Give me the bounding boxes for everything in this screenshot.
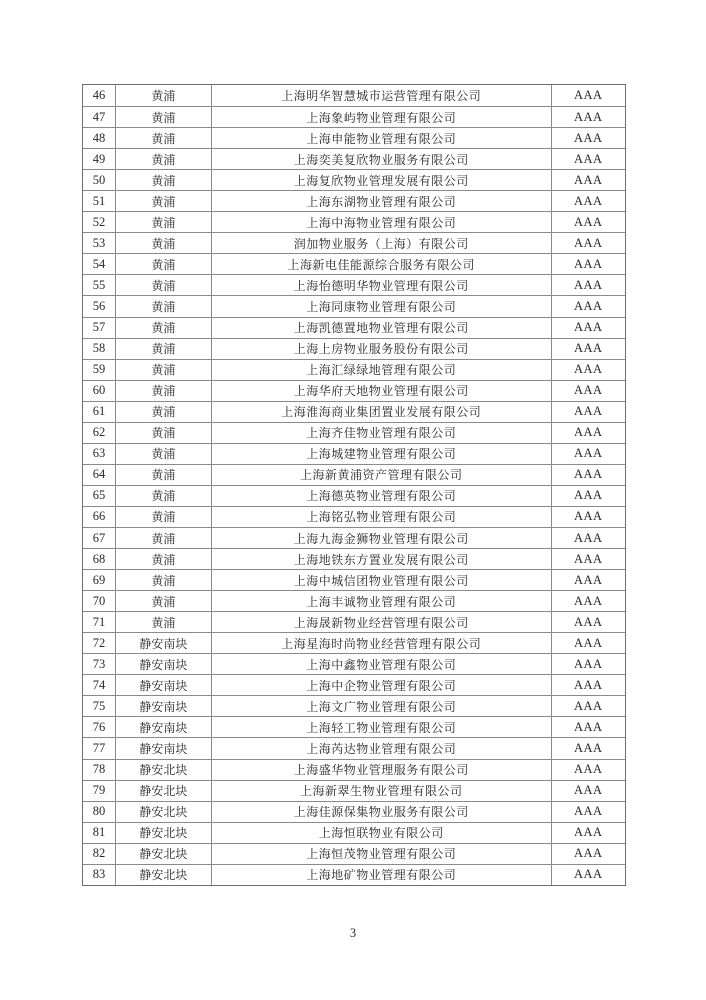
district-cell: 黄浦 <box>115 296 211 316</box>
table-row <box>83 737 625 758</box>
table-row <box>83 653 625 674</box>
row-number-cell: 70 <box>92 593 106 608</box>
company-name-cell: 上海中鑫物业管理有限公司 <box>211 654 551 674</box>
company-name-cell: 上海地铁东方置业发展有限公司 <box>211 549 551 569</box>
rating-cell: AAA <box>551 844 625 864</box>
company-name-cell: 上海佳源保集物业服务有限公司 <box>211 802 551 822</box>
company-name-cell: 上海凯德置地物业管理有限公司 <box>211 318 551 338</box>
company-name-cell: 上海怡德明华物业管理有限公司 <box>211 275 551 295</box>
rating-cell: AAA <box>551 738 625 758</box>
company-name-cell: 上海铭弘物业管理有限公司 <box>211 507 551 527</box>
district-cell: 黄浦 <box>115 318 211 338</box>
district-cell: 黄浦 <box>115 149 211 169</box>
table-row <box>83 380 625 401</box>
district-cell: 静安北块 <box>115 865 211 885</box>
table-row <box>83 106 625 127</box>
row-number-cell: 52 <box>92 214 106 229</box>
district-cell: 静安北块 <box>115 844 211 864</box>
table-row <box>83 759 625 780</box>
row-number-cell: 69 <box>92 572 106 587</box>
table-row <box>83 716 625 737</box>
rating-cell: AAA <box>551 802 625 822</box>
row-number-cell: 51 <box>92 193 106 208</box>
company-name-cell: 上海恒联物业有限公司 <box>211 823 551 843</box>
district-cell: 静安南块 <box>115 696 211 716</box>
district-cell: 黄浦 <box>115 570 211 590</box>
rating-cell: AAA <box>551 675 625 695</box>
row-number-cell: 72 <box>92 635 106 650</box>
row-number-cell: 67 <box>92 530 106 545</box>
row-number-cell: 71 <box>92 614 106 629</box>
district-cell: 黄浦 <box>115 465 211 485</box>
rating-cell: AAA <box>551 612 625 632</box>
row-number-cell: 48 <box>92 130 106 145</box>
district-cell: 黄浦 <box>115 591 211 611</box>
rating-cell: AAA <box>551 381 625 401</box>
table-row <box>83 822 625 843</box>
company-name-cell: 上海新黄浦资产管理有限公司 <box>211 465 551 485</box>
row-number-cell: 62 <box>92 425 106 440</box>
district-cell: 黄浦 <box>115 254 211 274</box>
row-number-cell: 50 <box>92 172 106 187</box>
rating-cell: AAA <box>551 717 625 737</box>
company-name-cell: 上海晟新物业经营管理有限公司 <box>211 612 551 632</box>
table-row <box>83 85 625 106</box>
rating-cell: AAA <box>551 191 625 211</box>
rating-cell: AAA <box>551 528 625 548</box>
company-name-cell: 上海地矿物业管理有限公司 <box>211 865 551 885</box>
district-cell: 静安北块 <box>115 781 211 801</box>
district-cell: 黄浦 <box>115 128 211 148</box>
district-cell: 黄浦 <box>115 191 211 211</box>
table-row <box>83 780 625 801</box>
table-row <box>83 485 625 506</box>
row-number-cell: 59 <box>92 362 106 377</box>
row-number-cell: 58 <box>92 341 106 356</box>
table-row <box>83 527 625 548</box>
company-name-cell: 上海同康物业管理有限公司 <box>211 296 551 316</box>
rating-cell: AAA <box>551 107 625 127</box>
company-name-cell: 上海象屿物业管理有限公司 <box>211 107 551 127</box>
row-number-cell: 81 <box>92 825 106 840</box>
table-row <box>83 169 625 190</box>
table-row <box>83 401 625 422</box>
rating-cell: AAA <box>551 360 625 380</box>
table-row <box>83 295 625 316</box>
row-number-cell: 76 <box>92 719 106 734</box>
company-name-cell: 上海奕美复欣物业服务有限公司 <box>211 149 551 169</box>
rating-cell: AAA <box>551 760 625 780</box>
rating-cell: AAA <box>551 465 625 485</box>
company-name-cell: 上海复欣物业管理发展有限公司 <box>211 170 551 190</box>
district-cell: 黄浦 <box>115 612 211 632</box>
row-number-cell: 56 <box>92 298 106 313</box>
company-name-cell: 上海九海金狮物业管理有限公司 <box>211 528 551 548</box>
district-cell: 黄浦 <box>115 339 211 359</box>
company-name-cell: 上海中企物业管理有限公司 <box>211 675 551 695</box>
table-row <box>83 548 625 569</box>
rating-cell: AAA <box>551 486 625 506</box>
row-number-cell: 74 <box>92 677 106 692</box>
table-row <box>83 611 625 632</box>
district-cell: 静安北块 <box>115 802 211 822</box>
company-name-cell: 上海淮海商业集团置业发展有限公司 <box>211 402 551 422</box>
table-row <box>83 190 625 211</box>
table-row <box>83 422 625 443</box>
company-name-cell: 上海中城信团物业管理有限公司 <box>211 570 551 590</box>
company-name-cell: 上海轻工物业管理有限公司 <box>211 717 551 737</box>
company-name-cell: 上海申能物业管理有限公司 <box>211 128 551 148</box>
rating-cell: AAA <box>551 170 625 190</box>
row-number-cell: 82 <box>92 846 106 861</box>
table-row <box>83 253 625 274</box>
district-cell: 黄浦 <box>115 275 211 295</box>
table-row <box>83 317 625 338</box>
table-row <box>83 211 625 232</box>
row-number-cell: 55 <box>92 277 106 292</box>
district-cell: 黄浦 <box>115 402 211 422</box>
table-row <box>83 843 625 864</box>
company-name-cell: 润加物业服务（上海）有限公司 <box>211 233 551 253</box>
table-row <box>83 632 625 653</box>
table-row <box>83 864 625 885</box>
company-name-cell: 上海星海时尚物业经营管理有限公司 <box>211 633 551 653</box>
table-row <box>83 590 625 611</box>
rating-cell: AAA <box>551 339 625 359</box>
company-name-cell: 上海新翠生物业管理有限公司 <box>211 781 551 801</box>
rating-cell: AAA <box>551 296 625 316</box>
district-cell: 黄浦 <box>115 212 211 232</box>
district-cell: 静安北块 <box>115 823 211 843</box>
table-row <box>83 569 625 590</box>
rating-cell: AAA <box>551 654 625 674</box>
table-row <box>83 127 625 148</box>
row-number-cell: 66 <box>92 509 106 524</box>
company-name-cell: 上海城建物业管理有限公司 <box>211 444 551 464</box>
rating-cell: AAA <box>551 212 625 232</box>
district-cell: 静安北块 <box>115 760 211 780</box>
company-name-cell: 上海中海物业管理有限公司 <box>211 212 551 232</box>
district-cell: 静安南块 <box>115 675 211 695</box>
row-number-cell: 46 <box>92 88 106 103</box>
row-number-cell: 77 <box>92 740 106 755</box>
row-number-cell: 54 <box>92 256 106 271</box>
district-cell: 黄浦 <box>115 107 211 127</box>
company-name-cell: 上海盛华物业管理服务有限公司 <box>211 760 551 780</box>
district-cell: 黄浦 <box>115 549 211 569</box>
rating-cell: AAA <box>551 423 625 443</box>
company-name-cell: 上海丰诚物业管理有限公司 <box>211 591 551 611</box>
company-name-cell: 上海东湖物业管理有限公司 <box>211 191 551 211</box>
district-cell: 黄浦 <box>115 528 211 548</box>
row-number-cell: 63 <box>92 446 106 461</box>
row-number-cell: 83 <box>92 867 106 882</box>
row-number-cell: 57 <box>92 320 106 335</box>
district-cell: 黄浦 <box>115 444 211 464</box>
rating-cell: AAA <box>551 318 625 338</box>
row-number-cell: 79 <box>92 783 106 798</box>
rating-cell: AAA <box>551 507 625 527</box>
row-number-cell: 47 <box>92 109 106 124</box>
table-row <box>83 359 625 380</box>
district-cell: 黄浦 <box>115 381 211 401</box>
company-name-cell: 上海华府天地物业管理有限公司 <box>211 381 551 401</box>
rating-cell: AAA <box>551 633 625 653</box>
rating-cell: AAA <box>551 275 625 295</box>
rating-cell: AAA <box>551 254 625 274</box>
rating-cell: AAA <box>551 865 625 885</box>
company-name-cell: 上海上房物业服务股份有限公司 <box>211 339 551 359</box>
row-number-cell: 80 <box>92 804 106 819</box>
company-name-cell: 上海德英物业管理有限公司 <box>211 486 551 506</box>
row-number-cell: 78 <box>92 762 106 777</box>
row-number-cell: 64 <box>92 467 106 482</box>
company-name-cell: 上海新电佳能源综合服务有限公司 <box>211 254 551 274</box>
district-cell: 黄浦 <box>115 85 211 106</box>
rating-cell: AAA <box>551 823 625 843</box>
row-number-cell: 65 <box>92 488 106 503</box>
rating-cell: AAA <box>551 233 625 253</box>
district-cell: 黄浦 <box>115 170 211 190</box>
district-cell: 静安南块 <box>115 717 211 737</box>
company-name-cell: 上海恒茂物业管理有限公司 <box>211 844 551 864</box>
district-cell: 黄浦 <box>115 486 211 506</box>
rating-cell: AAA <box>551 149 625 169</box>
rating-cell: AAA <box>551 591 625 611</box>
rating-cell: AAA <box>551 570 625 590</box>
company-name-cell: 上海文广物业管理有限公司 <box>211 696 551 716</box>
rating-cell: AAA <box>551 549 625 569</box>
page-number: 3 <box>349 926 357 940</box>
district-cell: 黄浦 <box>115 423 211 443</box>
company-name-cell: 上海明华智慧城市运营管理有限公司 <box>211 85 551 106</box>
table-row <box>83 695 625 716</box>
row-number-cell: 60 <box>92 383 106 398</box>
rating-cell: AAA <box>551 128 625 148</box>
row-number-cell: 68 <box>92 551 106 566</box>
district-cell: 静安南块 <box>115 654 211 674</box>
table-row <box>83 506 625 527</box>
rating-cell: AAA <box>551 444 625 464</box>
rating-cell: AAA <box>551 696 625 716</box>
table-row <box>83 338 625 359</box>
ratings-table <box>82 84 626 886</box>
district-cell: 静安南块 <box>115 738 211 758</box>
rating-cell: AAA <box>551 85 625 106</box>
district-cell: 黄浦 <box>115 233 211 253</box>
row-number-cell: 73 <box>92 656 106 671</box>
row-number-cell: 61 <box>92 404 106 419</box>
table-row <box>83 274 625 295</box>
row-number-cell: 75 <box>92 698 106 713</box>
table-row <box>83 464 625 485</box>
rating-cell: AAA <box>551 402 625 422</box>
table-row <box>83 443 625 464</box>
row-number-cell: 49 <box>92 151 106 166</box>
row-number-cell: 53 <box>92 235 106 250</box>
company-name-cell: 上海齐佳物业管理有限公司 <box>211 423 551 443</box>
table-row <box>83 674 625 695</box>
table-row <box>83 232 625 253</box>
company-name-cell: 上海芮达物业管理有限公司 <box>211 738 551 758</box>
company-name-cell: 上海汇绿绿地管理有限公司 <box>211 360 551 380</box>
district-cell: 静安南块 <box>115 633 211 653</box>
table-row <box>83 148 625 169</box>
district-cell: 黄浦 <box>115 507 211 527</box>
district-cell: 黄浦 <box>115 360 211 380</box>
table-row <box>83 801 625 822</box>
rating-cell: AAA <box>551 781 625 801</box>
